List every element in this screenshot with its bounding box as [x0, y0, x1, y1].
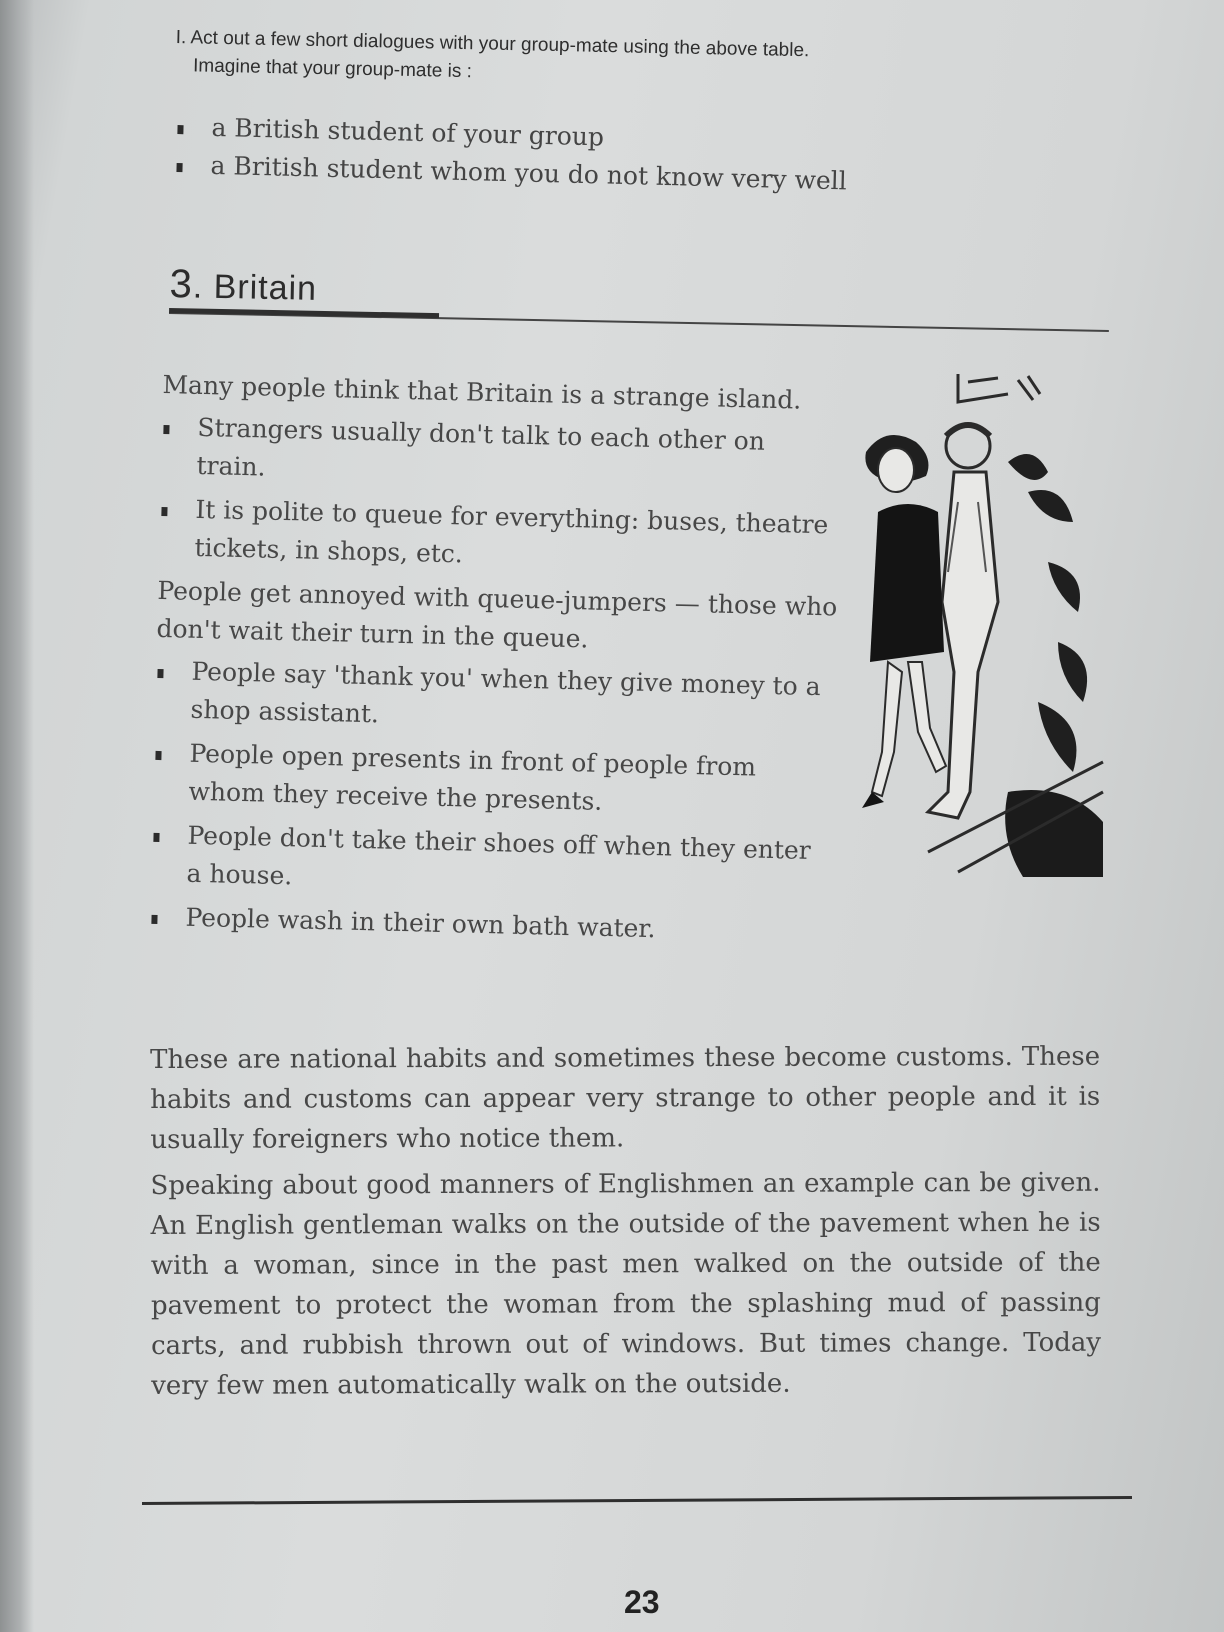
- list-item: People say 'thank you' when they give money to a shop assistant.: [154, 652, 836, 745]
- exercise-instructions: [175, 24, 996, 97]
- section-heading: [168, 262, 1109, 360]
- list-item: Strangers usually don't talk to each other on train.: [160, 408, 842, 501]
- page-number: 23: [624, 1584, 660, 1620]
- paragraph-customs: These are national habits and sometimes these become customs. These habits and customs can appear very strange to other people and it is usually foreigners who notice them.: [150, 1041, 1101, 1155]
- narrow-text-column: [149, 366, 843, 958]
- gentleman-and-woman-illustration: [858, 372, 1108, 878]
- exercise-line-1: I. Act out a few short dialogues with your group-mate using the above table.: [175, 26, 810, 62]
- wide-text-column: [150, 1037, 1101, 1412]
- footer-rule: [142, 1496, 1132, 1505]
- list-item: a British student of your group: [175, 108, 936, 165]
- list-item: People wash in their own bath water.: [149, 898, 830, 953]
- list-item: People don't take their shoes off when they enter a house.: [150, 816, 832, 909]
- queue-paragraph: People get annoyed with queue-jumpers — those who don't wait their turn in the queue.: [156, 575, 838, 654]
- exercise-line-2: Imagine that your group-mate is :: [192, 55, 473, 83]
- paragraph-gentleman: Speaking about good manners of Englishmen an example can be given. An English gentleman walks on the outside of the pavement when he is with a woman, since in the past men walked on the outside of the pavement to protect the woman from the splashing mud of passing carts, and rubbish thrown out of windows. But times change. Today very few men automatically walk on the outside.: [150, 1167, 1102, 1401]
- intro-paragraph: Many people think that Britain is a strange island.: [162, 369, 802, 415]
- exercise-list: [174, 108, 936, 203]
- section-dot: .: [192, 267, 215, 306]
- page-gutter-shadow: [0, 0, 34, 1632]
- list-item: People open presents in front of people from whom they receive the presents.: [152, 734, 834, 827]
- list-item: It is polite to queue for everything: buses, theatre tickets, in shops, etc.: [158, 490, 840, 583]
- section-number: 3: [169, 262, 194, 307]
- section-name: Britain: [213, 267, 318, 308]
- list-item: a British student whom you do not know very well: [174, 146, 935, 203]
